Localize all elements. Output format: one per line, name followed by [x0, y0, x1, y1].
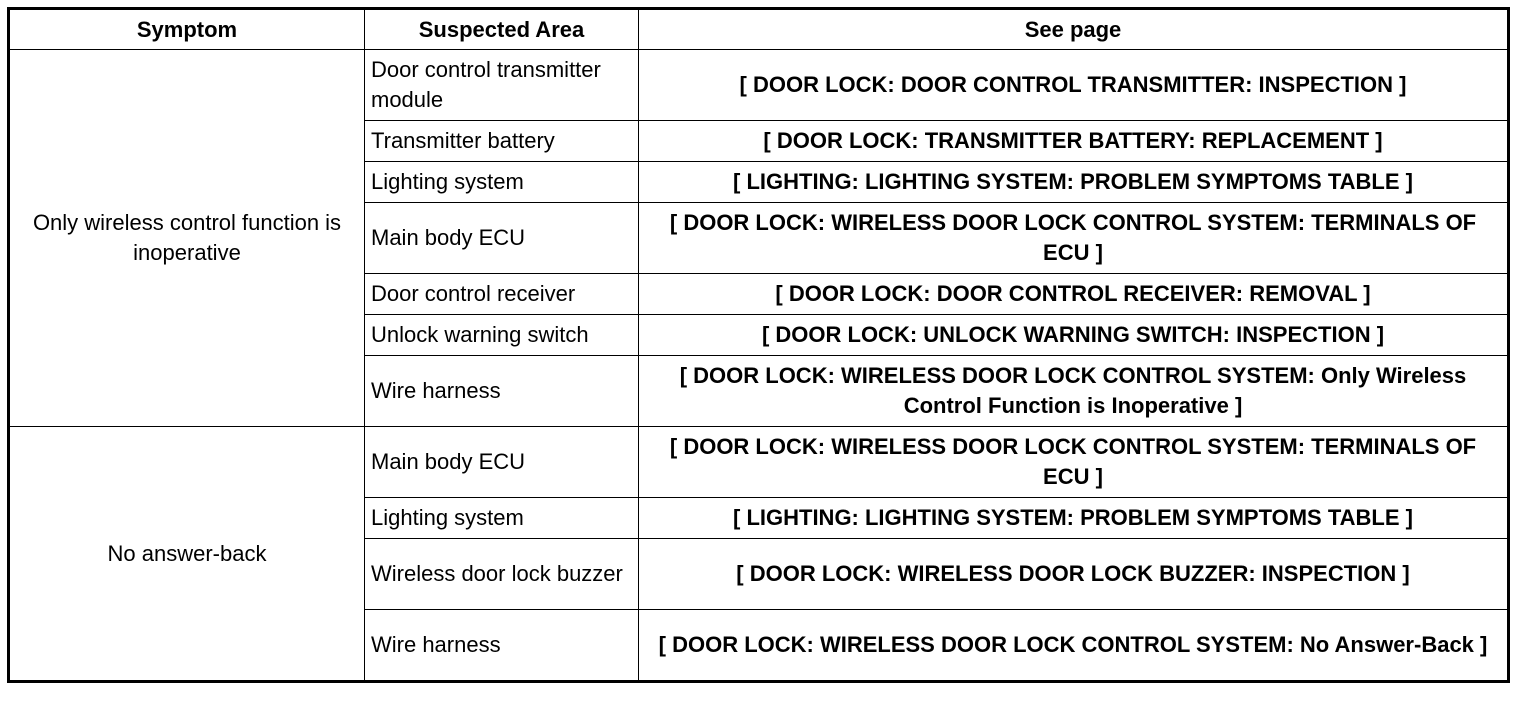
- header-row: [9, 9, 1509, 50]
- see-page-link[interactable]: [ DOOR LOCK: WIRELESS DOOR LOCK BUZZER: INSPECTION ]: [639, 539, 1509, 610]
- see-page-link[interactable]: [ DOOR LOCK: DOOR CONTROL RECEIVER: REMOVAL ]: [639, 274, 1509, 315]
- suspected-area-cell: Wireless door lock buzzer: [365, 539, 639, 610]
- suspected-area-cell: Lighting system: [365, 498, 639, 539]
- table-row: [9, 50, 1509, 121]
- suspected-area-cell: Door control receiver: [365, 274, 639, 315]
- suspected-area-cell: Transmitter battery: [365, 121, 639, 162]
- header-symptom: Symptom: [9, 9, 365, 50]
- suspected-area-cell: Wire harness: [365, 356, 639, 427]
- header-see-page: See page: [639, 9, 1509, 50]
- see-page-link[interactable]: [ DOOR LOCK: TRANSMITTER BATTERY: REPLACEMENT ]: [639, 121, 1509, 162]
- see-page-link[interactable]: [ DOOR LOCK: WIRELESS DOOR LOCK CONTROL SYSTEM: Only Wireless Control Function is Inoperative ]: [639, 356, 1509, 427]
- see-page-link[interactable]: [ DOOR LOCK: WIRELESS DOOR LOCK CONTROL SYSTEM: No Answer-Back ]: [639, 610, 1509, 682]
- symptom-cell: No answer-back: [9, 427, 365, 682]
- problem-symptoms-table: [7, 7, 1510, 683]
- suspected-area-cell: Wire harness: [365, 610, 639, 682]
- suspected-area-cell: Main body ECU: [365, 203, 639, 274]
- see-page-link[interactable]: [ LIGHTING: LIGHTING SYSTEM: PROBLEM SYMPTOMS TABLE ]: [639, 498, 1509, 539]
- suspected-area-cell: Main body ECU: [365, 427, 639, 498]
- see-page-link[interactable]: [ LIGHTING: LIGHTING SYSTEM: PROBLEM SYMPTOMS TABLE ]: [639, 162, 1509, 203]
- symptom-cell: Only wireless control function is inoperative: [9, 50, 365, 427]
- see-page-link[interactable]: [ DOOR LOCK: UNLOCK WARNING SWITCH: INSPECTION ]: [639, 315, 1509, 356]
- suspected-area-cell: Lighting system: [365, 162, 639, 203]
- table-row: [9, 427, 1509, 498]
- suspected-area-cell: Door control transmitter module: [365, 50, 639, 121]
- see-page-link[interactable]: [ DOOR LOCK: DOOR CONTROL TRANSMITTER: INSPECTION ]: [639, 50, 1509, 121]
- suspected-area-cell: Unlock warning switch: [365, 315, 639, 356]
- header-suspected-area: Suspected Area: [365, 9, 639, 50]
- see-page-link[interactable]: [ DOOR LOCK: WIRELESS DOOR LOCK CONTROL SYSTEM: TERMINALS OF ECU ]: [639, 203, 1509, 274]
- see-page-link[interactable]: [ DOOR LOCK: WIRELESS DOOR LOCK CONTROL SYSTEM: TERMINALS OF ECU ]: [639, 427, 1509, 498]
